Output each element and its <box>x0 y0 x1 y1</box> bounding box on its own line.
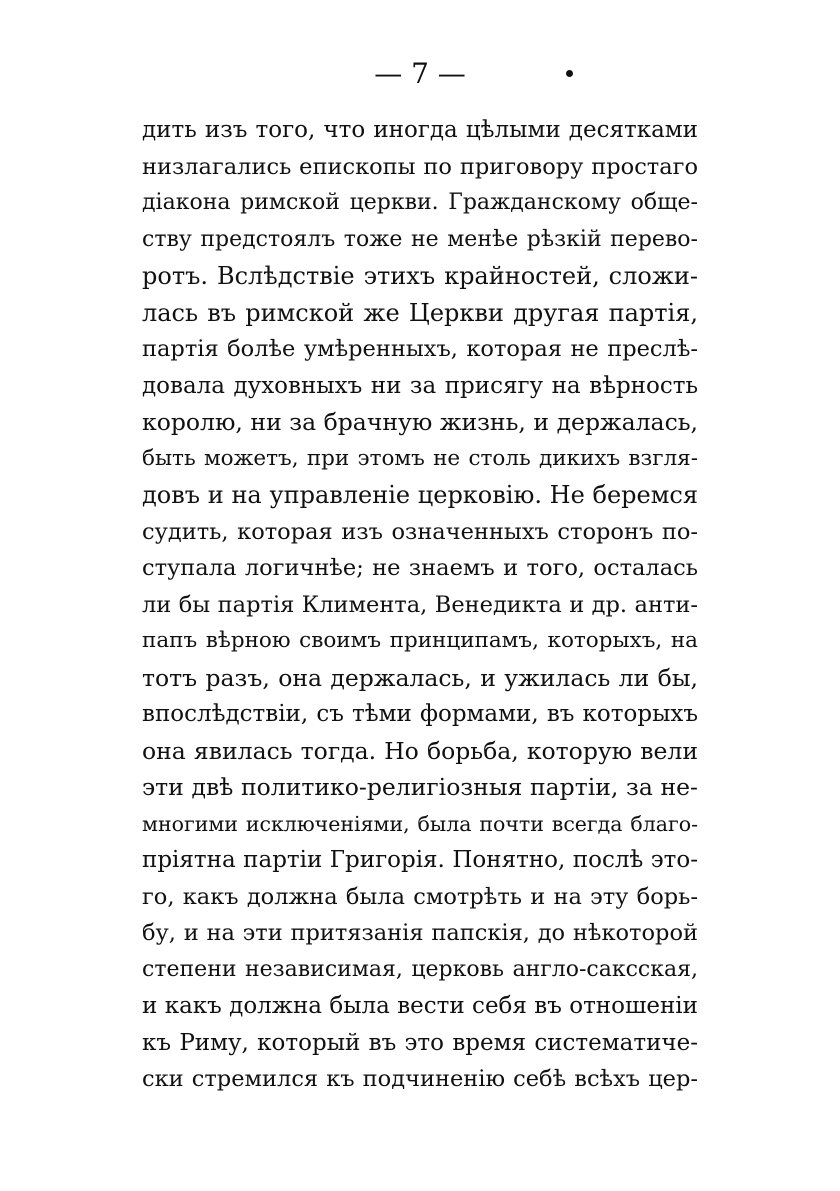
body-text <box>142 112 698 1098</box>
text-line: ротъ. Вслѣдствіе этихъ крайностей, сложи- <box>142 262 698 290</box>
ink-spot-mark <box>566 70 573 77</box>
text-line: эти двѣ политико-религіозныя партіи, за не- <box>142 773 698 801</box>
text-line: ству предстоялъ тоже не менѣе рѣзкій перево- <box>142 226 698 252</box>
text-line: довала духовныхъ ни за присягу на вѣрность <box>142 372 698 399</box>
text-line: къ Риму, который въ это время систематиче- <box>142 1029 698 1056</box>
text-line: пріятна партіи Григорія. Понятно, послѣ это- <box>142 847 698 873</box>
text-line: го, какъ должна была смотрѣть и на эту борь- <box>142 883 698 910</box>
text-line: довъ и на управленіе церковію. Не беремся <box>142 481 698 509</box>
text-line: тотъ разъ, она держалась, и ужилась ли бы, <box>142 663 698 692</box>
text-line: низлагались епископы по приговору простаго <box>142 153 698 180</box>
text-line: діакона римской церкви. Гражданскому обще- <box>142 190 698 215</box>
text-line: впослѣдствіи, съ тѣми формами, въ которыхъ <box>142 701 698 727</box>
text-line: степени независимая, церковь англо-саксская, <box>142 956 698 982</box>
text-line: многими исключеніями, была почти всегда благо- <box>142 811 698 836</box>
text-line: она явилась тогда. Но борьба, которую вели <box>142 736 698 765</box>
text-line: ски стремился къ подчиненію себѣ всѣхъ цер- <box>142 1066 698 1092</box>
text-line: бу, и на эти притязанія папскія, до нѣкоторой <box>142 920 698 946</box>
page-header <box>0 54 840 100</box>
text-line: папъ вѣрною своимъ принципамъ, которыхъ, на <box>142 628 698 653</box>
text-line: ступала логичнѣе; не знаемъ и того, осталась <box>142 555 698 581</box>
text-line: судить, которая изъ означенныхъ сторонъ по- <box>142 518 698 545</box>
text-line: королю, ни за брачную жизнь, и держалась, <box>142 408 698 436</box>
page-number: — 7 — <box>374 57 466 90</box>
text-line: быть можетъ, при этомъ не столь дикихъ взгля- <box>142 445 698 471</box>
text-line: и какъ должна была вести себя въ отношеніи <box>142 993 698 1019</box>
text-line: партія болѣе умѣренныхъ, которая не преслѣ- <box>142 336 698 362</box>
text-line: ли бы партія Климента, Венедикта и др. анти- <box>142 591 698 618</box>
text-line: дить изъ того, что иногда цѣлыми десятками <box>142 117 698 143</box>
text-line: лась въ римской же Церкви другая партія, <box>142 298 698 327</box>
